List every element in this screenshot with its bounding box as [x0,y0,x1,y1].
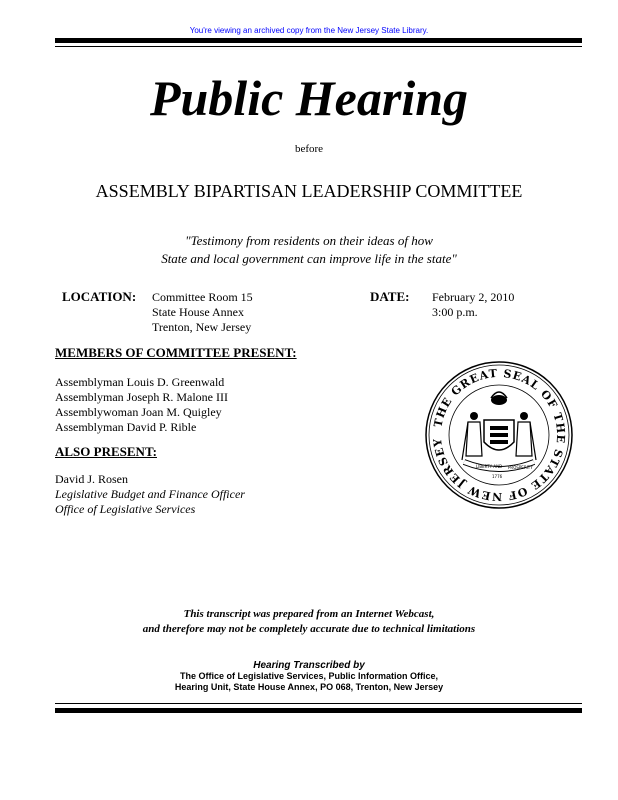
list-item: Assemblyman Joseph R. Malone III [55,390,228,404]
list-item: Assemblywoman Joan M. Quigley [55,405,222,419]
note-line-2: and therefore may not be completely accurate due to technical limitations [142,623,476,635]
svg-text:LIBERTY AND: LIBERTY AND [476,464,503,469]
list-item: Assemblyman David P. Rible [55,420,197,434]
top-rule-thin [55,46,582,47]
transcribed-line-1: The Office of Legislative Services, Public Information Office, [179,671,439,681]
list-item: Assemblyman Louis D. Greenwald [55,375,225,389]
location-value [152,290,253,335]
note-line-1: This transcript was prepared from an Internet Webcast, [183,608,435,620]
date-value [432,290,514,320]
bottom-rule-thin [55,703,582,704]
subject-line-2: State and local government can improve life in the state" [161,251,457,266]
svg-text:1776: 1776 [492,474,503,479]
staff-title: Office of Legislative Services [55,502,196,516]
date-line: 3:00 p.m. [432,305,478,319]
members-heading: MEMBERS OF COMMITTEE PRESENT: [55,345,297,360]
top-rule-thick [55,38,582,43]
staff-name: David J. Rosen [55,472,128,486]
before-label: before [294,143,324,155]
archive-banner: You're viewing an archived copy from the New Jersey State Library. [189,26,429,35]
date-line: February 2, 2010 [432,290,515,304]
location-line: Committee Room 15 [152,290,253,304]
state-seal-image [424,360,574,510]
hearing-subject [0,232,618,268]
document-title: Public Hearing [149,70,469,126]
location-label: LOCATION: [62,289,137,304]
svg-text:THE GREAT SEAL OF THE STATE OF: THE GREAT SEAL OF THE STATE OF NEW JERSEY [430,366,568,504]
transcribed-by [0,660,618,693]
transcribed-heading: Hearing Transcribed by [253,660,365,671]
subject-line-1: "Testimony from residents on their ideas of how [185,233,433,248]
date-label: DATE: [370,289,410,304]
bottom-rule-thick [55,708,582,713]
location-line: Trenton, New Jersey [152,320,252,334]
members-list [55,375,228,435]
location-line: State House Annex [152,305,244,319]
also-present-heading: ALSO PRESENT: [55,444,157,459]
also-present-list [55,472,245,517]
transcript-note [0,607,618,637]
svg-text:PROSPERITY: PROSPERITY [508,465,533,470]
committee-name: ASSEMBLY BIPARTISAN LEADERSHIP COMMITTEE [95,181,523,201]
staff-title: Legislative Budget and Finance Officer [55,487,245,501]
transcribed-line-2: Hearing Unit, State House Annex, PO 068, Trenton, New Jersey [174,682,444,692]
